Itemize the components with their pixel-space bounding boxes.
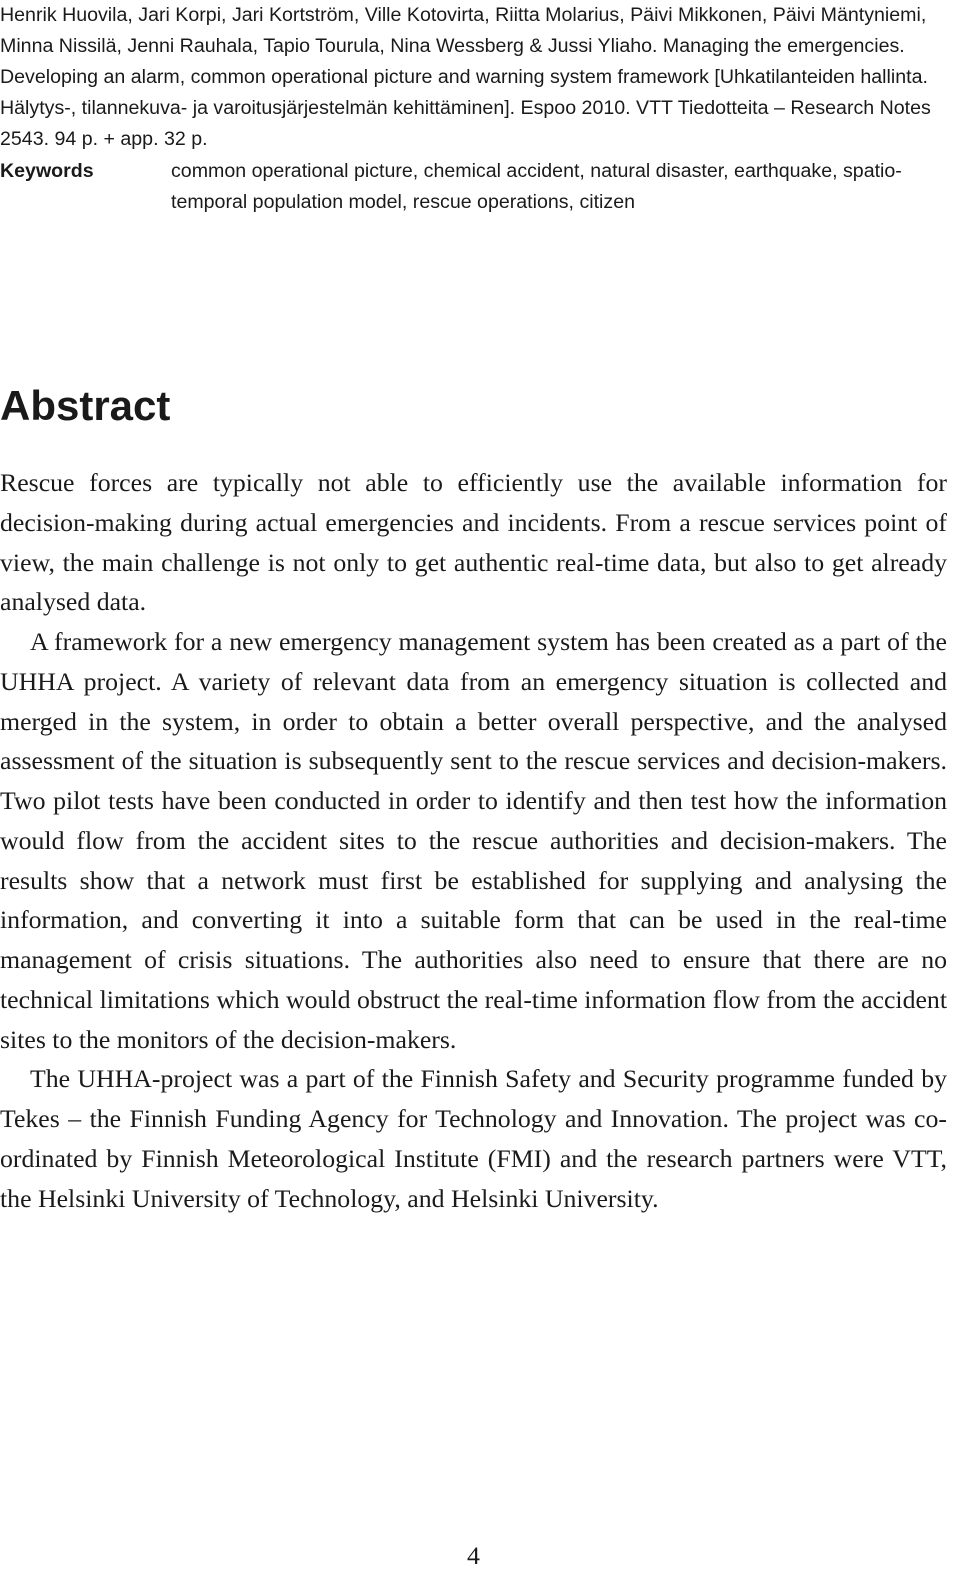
abstract-heading: Abstract — [0, 382, 171, 429]
abstract-body — [0, 463, 947, 1218]
keywords-text: common operational picture, chemical accident, natural disaster, earthquake, spatio-temporal population model, rescue operations, citizen — [171, 160, 902, 213]
page-number: 4 — [467, 1541, 480, 1570]
abstract-paragraph: The UHHA-project was a part of the Finnish Safety and Security programme funded by Tekes – the Finnish Funding Agency for Technology and Innovation. The project was co-ordinated by Finnish Meteorological Institute (FMI) and the research partners were VTT, the Helsinki University of Technology, and Helsinki University. — [0, 1064, 947, 1213]
keywords-label: Keywords — [0, 160, 94, 182]
abstract-paragraph: A framework for a new emergency management system has been created as a part of the UHHA project. A variety of relevant data from an emergency situation is collected and merged in the system, in order to obtain a better overall perspective, and the analysed assessment of the situation is subsequently sent to the rescue services and decision-makers. Two pilot tests have been conducted in order to identify and then test how the information would flow from the accident sites to the rescue authorities and decision-makers. The results show that a network must first be established for supplying and analysing the information, and converting it into a suitable form that can be used in the real-time management of crisis situations. The authorities also need to ensure that there are no technical limitations which would obstruct the real-time information flow from the accident sites to the monitors of the decision-makers. — [0, 627, 947, 1054]
citation-text: Henrik Huovila, Jari Korpi, Jari Kortström, Ville Kotovirta, Riitta Molarius, Päivi Mikkonen, Päivi Mäntyniemi, Minna Nissilä, Jenni Rauhala, Tapio Tourula, Nina Wessberg & Jussi Yliaho. Managing the emergencies. Developing an alarm, common operational picture and warning system framework [Uhkatilanteiden hallinta. Hälytys-, tilannekuva- ja varoitusjärjestelmän kehittäminen]. Espoo 2010. VTT Tiedotteita – Research Notes 2543. 94 p. + app. 32 p. — [0, 4, 931, 150]
abstract-paragraph: Rescue forces are typically not able to efficiently use the available information for decision-making during actual emergencies and incidents. From a rescue services point of view, the main challenge is not only to get authentic real-time data, but also to get already analysed data. — [0, 468, 947, 617]
